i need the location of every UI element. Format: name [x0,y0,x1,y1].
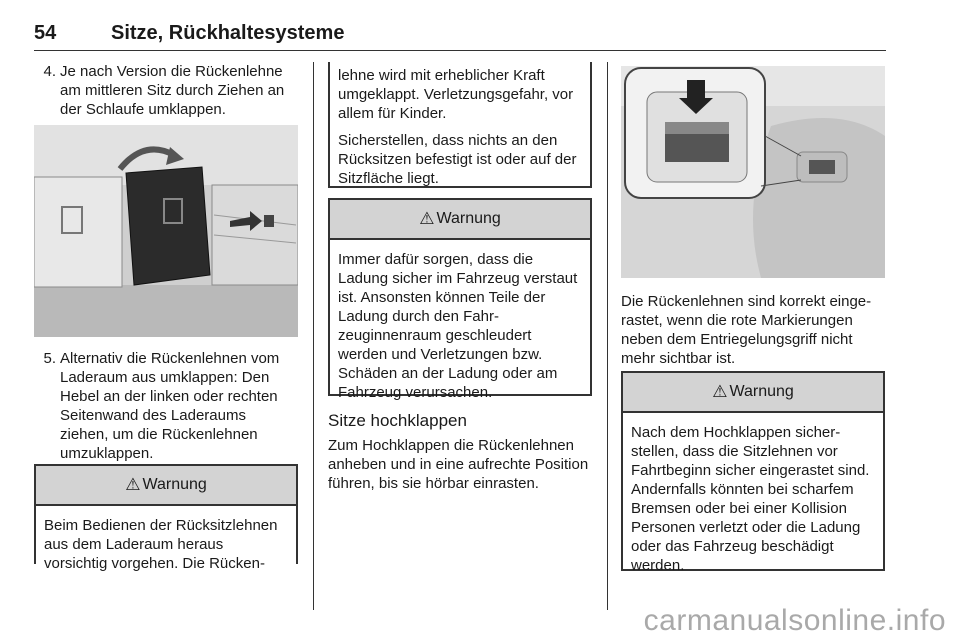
column-divider-2 [607,62,608,610]
warning-icon: ⚠ [712,382,728,401]
warning-cont-text-2: Sicherstellen, dass nichts an den Rücksitzen befestigt ist oder auf der Sitzfläche liegt. [338,132,577,187]
page-number: 54 [34,22,57,44]
column-divider-1 [313,62,314,610]
warning-box-2 [328,198,592,401]
warning-icon: ⚠ [419,209,435,228]
warning-text-2: Immer dafür sorgen, dass die Ladung sicher im Fahrzeug verstaut ist. Ansonsten können Teile der Ladung durch den Fahrzeuginnenraum geschleudert werden und Verletzungen bzw. Schäden an der Ladung oder am Fahrzeug verursachen. [338,251,578,401]
warning-header-1 [36,466,296,506]
warning-box-3 [621,371,885,574]
column-1-lower [34,349,298,463]
warning-cont-text: lehne wird mit erheblicher Kraft umgeklappt. Verletzungsgefahr, vor allem für Kinder. [338,67,574,122]
warning-header-3 [623,373,883,413]
step-4-text: Je nach Version die Rückenlehne am mittleren Sitz durch Ziehen an der Schlaufe umklappen. [60,63,285,118]
warning-box-1-continued [328,62,592,188]
warning-text-3: Nach dem Hochklappen sicherstellen, dass die Sitzlehnen vor Fahrtbeginn sicher eingerastet sind. Andernfalls könnten bei scharfem Bremsen oder bei einer Kollision Personen verletzt oder die Ladung oder das Fahrzeug beschädigt werden. [631,424,870,574]
release-handle-illustration [621,66,885,278]
section-raise-seats [328,411,592,493]
warning-text-1: Beim Bedienen der Rücksitzlehnen aus dem Laderaum heraus vorsichtig vorgehen. Die Rücken- [44,517,278,572]
step-5-text: Alternativ die Rückenlehnen vom Laderaum aus umklappen: Den Hebel an der linken oder rechten Seitenwand des Laderaums ziehen, um die Rückenlehnen umzuklappen. [60,350,280,462]
section-title: Sitze hochklappen [328,411,467,430]
warning-header-2 [330,200,590,240]
column-3-caption [621,292,885,368]
watermark: carmanualsonline.info [643,604,946,637]
warning-box-1 [34,464,298,572]
section-text: Zum Hochklappen die Rückenlehnen anheben und in eine aufrechte Position führen, bis sie hörbar einrasten. [328,437,589,492]
warning-label-3: Warnung [729,383,794,400]
step-5 [34,349,298,463]
page-title: Sitze, Rückhaltesysteme [111,22,345,44]
warning-label-2: Warnung [436,210,501,227]
warning-icon: ⚠ [125,475,141,494]
warning-continued [330,62,590,196]
page-header [34,14,886,51]
rear-seat-fold-illustration [34,125,298,337]
column-1 [34,62,298,119]
step-4-number: 4. [43,63,56,80]
caption-text: Die Rückenlehnen sind korrekt eingerastet, wenn die rote Markierungen neben dem Entriegelungsgriff nicht mehr sichtbar ist. [621,293,872,367]
step-5-number: 5. [43,350,56,367]
step-4 [34,62,298,119]
warning-label-1: Warnung [142,476,207,493]
